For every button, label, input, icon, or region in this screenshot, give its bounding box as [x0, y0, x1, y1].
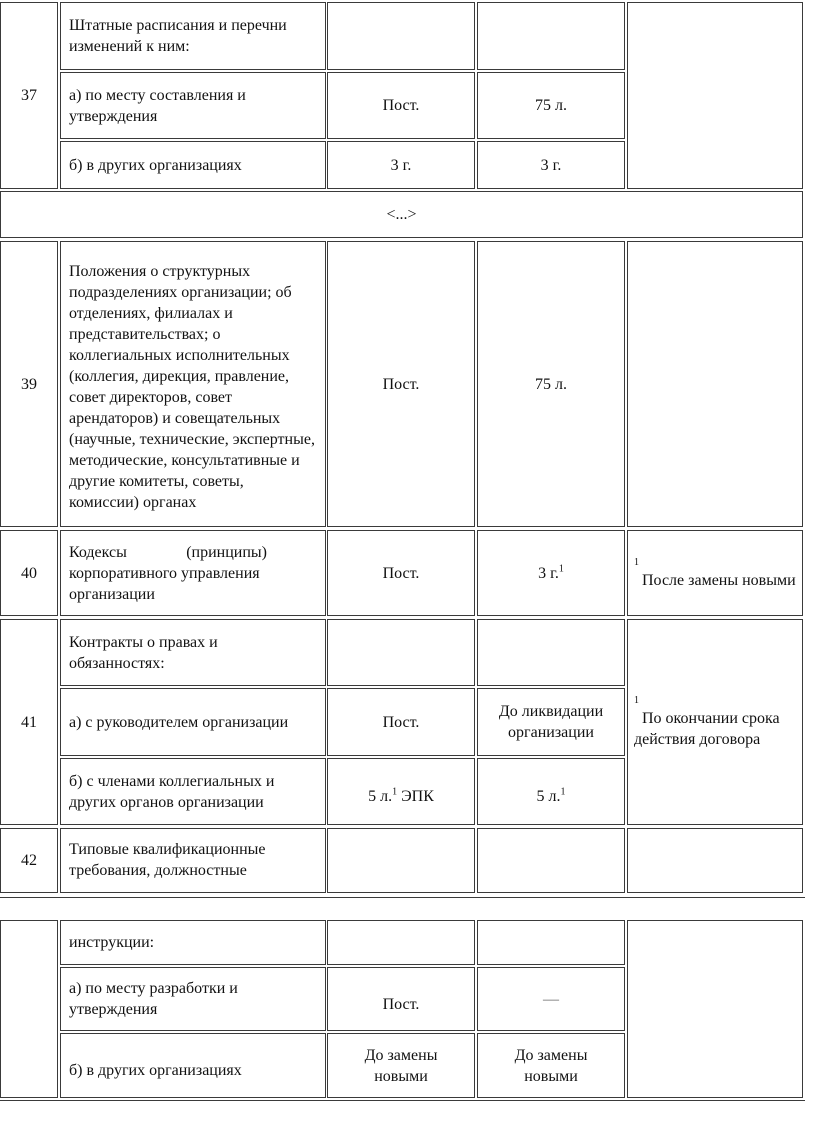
retention-cell [477, 241, 625, 527]
retention-cell [477, 530, 625, 616]
row-number-cell [0, 920, 58, 1098]
subitem-cell [60, 72, 326, 139]
retention-value: — [543, 990, 559, 1008]
empty-cell [477, 920, 625, 965]
subitem-cell [60, 967, 326, 1031]
retention-cell [477, 967, 625, 1031]
empty-cell [477, 619, 625, 686]
row-number-cell [0, 2, 58, 189]
subitem-label: б) в других организациях [69, 1062, 242, 1079]
subitem-cell [60, 688, 326, 756]
footnote-mark: 1 [392, 786, 398, 798]
empty-cell [477, 828, 625, 893]
subitem-cell [60, 1033, 326, 1098]
footnote-mark: 1 [634, 695, 639, 706]
retention-cell [477, 72, 625, 139]
retention-cell [327, 758, 475, 825]
row-number: 39 [21, 375, 37, 393]
item-title: Положения о структурных подразделениях организации; об отделениях, филиалах и представительствах; о коллегиальных исполнительных (коллегия, дирекция, правление, совет директоров, совет арендаторов) и совещательных (научные, технические, экспертные, методические, консультативные и другие комитеты, советы, комиссии) органах [69, 263, 315, 511]
empty-cell [477, 2, 625, 70]
footnote-mark: 1 [634, 556, 639, 568]
note-cell [627, 828, 803, 893]
row-number-cell [0, 619, 58, 825]
note-cell [627, 2, 803, 189]
note-text: По окончании срока действия договора [634, 710, 780, 748]
omission-mark: <...> [386, 206, 417, 223]
retention-value: 5 л. [368, 788, 393, 805]
note-cell [627, 920, 803, 1098]
table-bottom-line [0, 1100, 805, 1102]
retention-cell [327, 967, 475, 1031]
note-cell [627, 241, 803, 527]
empty-cell [327, 920, 475, 965]
subitem-label: а) с руководителем организации [69, 713, 289, 731]
retention-value: До ликвидации организации [498, 703, 604, 741]
subitem-cell [60, 758, 326, 825]
footnote-mark: 1 [560, 786, 566, 798]
empty-cell [327, 828, 475, 893]
empty-cell [327, 619, 475, 686]
note-cell [627, 619, 803, 825]
row-number: 40 [21, 564, 37, 582]
title-part: (принципы) [186, 543, 267, 561]
retention-cell [327, 1033, 475, 1098]
item-title-cell [60, 619, 326, 686]
retention-value: 5 л. [536, 788, 561, 805]
row-number: 42 [21, 852, 37, 869]
footnote-mark: 1 [558, 563, 564, 575]
title-part: Кодексы [69, 543, 127, 561]
omission-row [0, 191, 803, 238]
item-title: инструкции: [69, 934, 155, 951]
retention-value: 3 г. [540, 156, 562, 174]
retention-value: 3 г. [390, 156, 412, 174]
row-number-cell [0, 530, 58, 616]
retention-cell [327, 141, 475, 189]
subitem-label: а) по месту разработки и утверждения [69, 980, 238, 1018]
title-part: корпоративного управления организации [69, 564, 260, 603]
retention-cell [327, 688, 475, 756]
item-title: Типовые квалификационные требования, должностные [69, 841, 266, 879]
retention-value: Пост. [382, 97, 420, 114]
retention-value: 75 л. [535, 375, 567, 393]
row-number-cell [0, 828, 58, 893]
row-number: 41 [21, 713, 37, 731]
retention-cell [327, 241, 475, 527]
retention-value: Пост. [382, 995, 420, 1013]
retention-cell [477, 1033, 625, 1098]
note-text: После замены новыми [642, 571, 796, 589]
retention-value: До замены новыми [514, 1046, 588, 1085]
retention-value: 75 л. [535, 97, 567, 114]
epk-mark: ЭПК [397, 788, 434, 805]
item-title [69, 542, 317, 605]
note-cell [627, 530, 803, 616]
retention-cell [477, 688, 625, 756]
item-title-cell [60, 920, 326, 965]
item-title-cell [60, 828, 326, 893]
retention-cell [477, 141, 625, 189]
item-title-cell [60, 2, 326, 70]
subitem-label: а) по месту составления и утверждения [69, 86, 246, 125]
retention-cell [477, 758, 625, 825]
item-title-cell [60, 530, 326, 616]
page-break-line [0, 897, 805, 899]
item-title-cell [60, 241, 326, 527]
subitem-cell [60, 141, 326, 189]
retention-value: До замены новыми [364, 1046, 438, 1085]
empty-cell [327, 2, 475, 70]
retention-cell [327, 72, 475, 139]
retention-value: 3 г. [538, 564, 559, 582]
subitem-label: б) с членами коллегиальных и других органов организации [69, 772, 275, 811]
retention-value: Пост. [382, 713, 420, 731]
row-number: 37 [21, 87, 37, 104]
row-number-cell [0, 241, 58, 527]
subitem-label: б) в других организациях [69, 156, 242, 174]
item-title: Контракты о правах и обязанностях: [69, 633, 218, 672]
retention-value: Пост. [382, 375, 420, 393]
item-title: Штатные расписания и перечни изменений к ним: [69, 17, 287, 55]
retention-cell [327, 530, 475, 616]
retention-value: Пост. [382, 564, 420, 582]
